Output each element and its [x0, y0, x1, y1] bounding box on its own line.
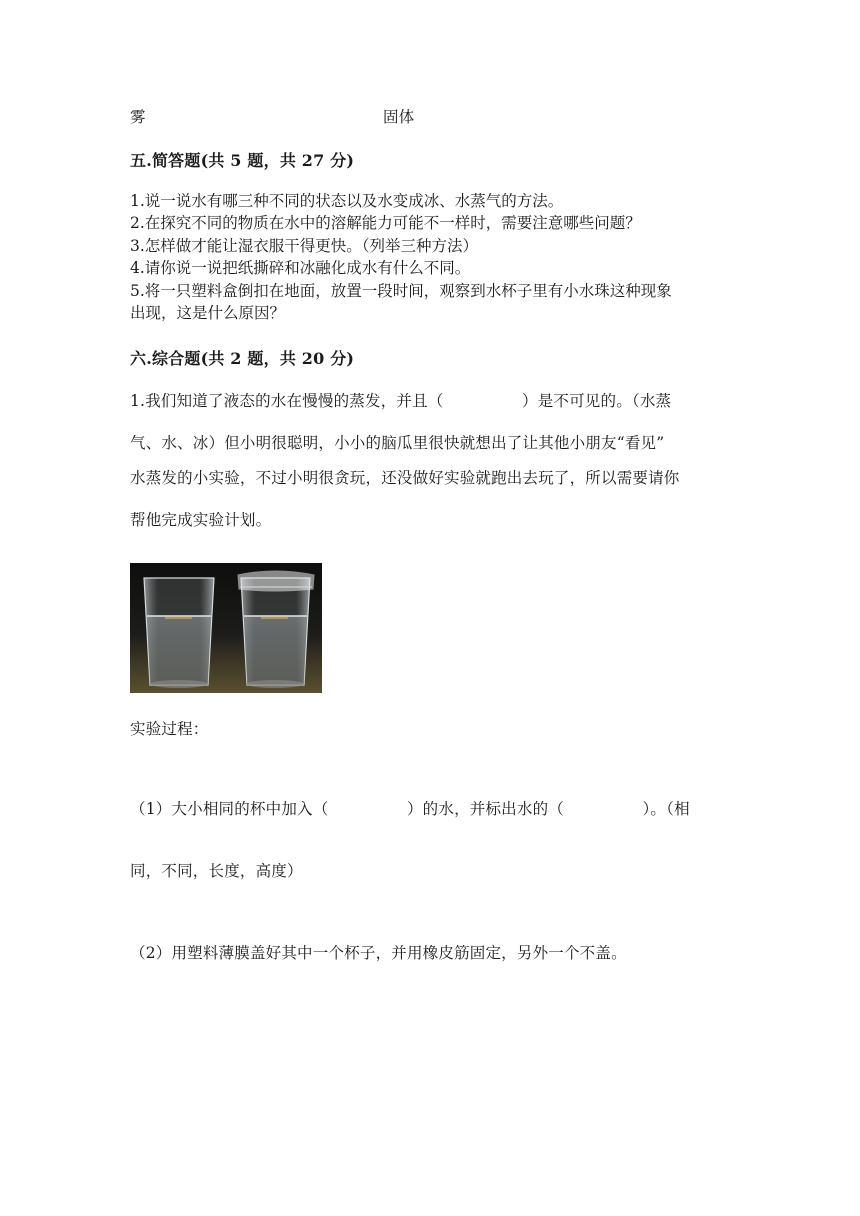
section5-heading: 五.简答题(共 5 题，共 27 分): [130, 151, 355, 170]
section6-q1-line-3: 水蒸发的小实验，不过小明很贪玩，还没做好实验就跑出去玩了，所以需要请你: [130, 469, 680, 487]
matching-right-word: 固体: [383, 108, 415, 126]
step1-line-1: （1）大小相同的杯中加入（ ）的水，并标出水的（ ）。（相: [130, 800, 690, 818]
section5-question-5: 5.将一只塑料盒倒扣在地面，放置一段时间，观察到水杯子里有小水珠这种现象: [130, 282, 672, 300]
section5-question-1: 1.说一说水有哪三种不同的状态以及水变成冰、水蒸气的方法。: [130, 192, 564, 210]
open-glass: [144, 578, 214, 688]
covered-glass: [238, 571, 314, 688]
section5-question-4: 4.请你说一说把纸撕碎和冰融化成水有什么不同。: [130, 259, 471, 277]
step1-line-2: 同，不同，长度，高度）: [130, 862, 303, 880]
section6-q1-line-1: 1.我们知道了液态的水在慢慢的蒸发，并且（ ）是不可见的。（水蒸: [130, 392, 672, 410]
two-glasses-photo: [130, 563, 322, 693]
step2-text: （2）用塑料薄膜盖好其中一个杯子，并用橡皮筋固定，另外一个不盖。: [130, 944, 627, 962]
experiment-process-label: 实验过程：: [130, 720, 209, 738]
section6-q1-line-2: 气、水、冰）但小明很聪明，小小的脑瓜里很快就想出了让其他小朋友“看见”: [130, 434, 665, 452]
section6-q1-line-4: 帮他完成实验计划。: [130, 511, 272, 529]
matching-left-word: 雾: [130, 108, 146, 126]
section5-question-3: 3.怎样做才能让湿衣服干得更快。（列举三种方法）: [130, 237, 479, 255]
section5-question-5-cont: 出现，这是什么原因？: [130, 304, 286, 322]
section5-question-2: 2.在探究不同的物质在水中的溶解能力可能不一样时，需要注意哪些问题？: [130, 214, 641, 232]
section6-heading: 六.综合题(共 2 题，共 20 分): [130, 349, 355, 368]
